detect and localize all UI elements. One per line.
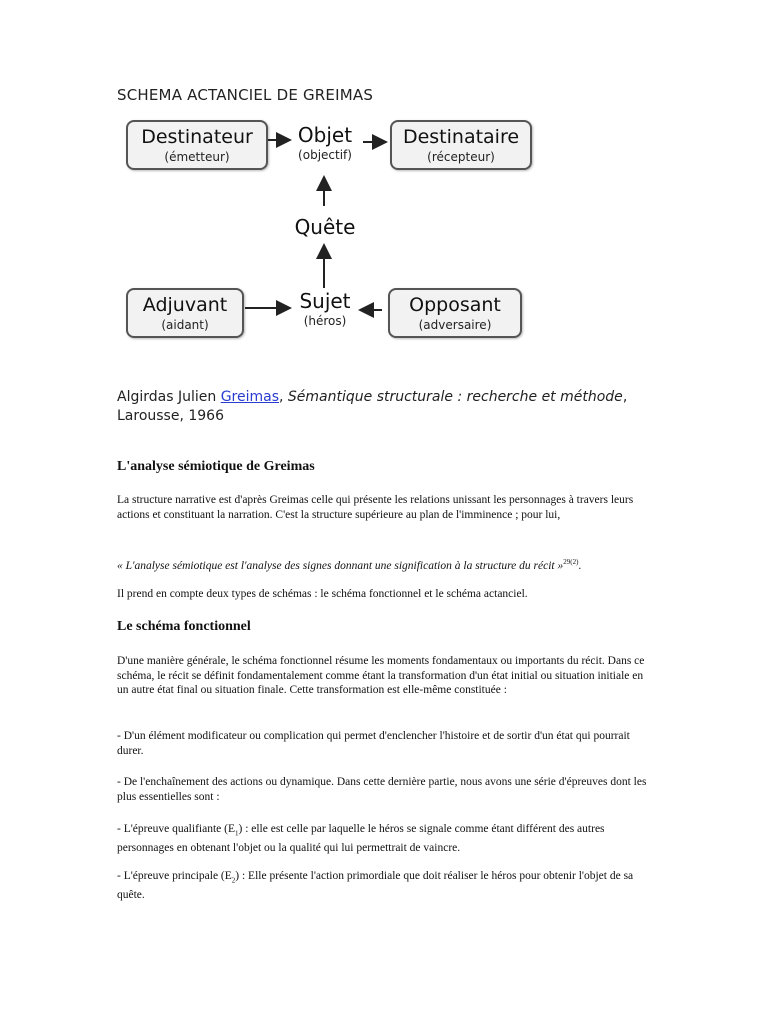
- sujet-sub: (héros): [303, 314, 347, 328]
- quote-footnote: 29(2): [563, 558, 579, 566]
- epreuve-principale-a: - L'épreuve principale (E: [117, 870, 232, 882]
- page-title: SCHEMA ACTANCIEL DE GREIMAS: [117, 86, 374, 104]
- quote-text: « L'analyse sémiotique est l'analyse des signes donnant une signification à la structure du récit »: [117, 559, 564, 572]
- paragraph-two-schemas: Il prend en compte deux types de schémas : le schéma fonctionnel et le schéma actanciel.: [117, 588, 528, 600]
- epreuve-principale-b: ) : Elle présente l'action primordiale que doit réaliser le héros pour obtenir l'objet de sa quête.: [117, 870, 634, 901]
- quote-paragraph: [117, 555, 652, 573]
- objet-label: Objet: [297, 123, 353, 147]
- citation-book: Sémantique structurale : recherche et méthode: [287, 389, 623, 405]
- list-item-epreuve-qualifiante: [117, 822, 652, 855]
- adjuvant-sub: (aidant): [161, 318, 209, 332]
- destinateur-sub: (émetteur): [164, 150, 230, 164]
- destinateur-label: Destinateur: [141, 126, 253, 148]
- epreuve-principale-sub: 2: [231, 876, 236, 885]
- adjuvant-label: Adjuvant: [142, 294, 228, 316]
- greimas-link[interactable]: Greimas: [220, 389, 279, 405]
- epreuve-qualifiante-sub: 1: [234, 829, 239, 838]
- list-item-epreuve-principale: [117, 869, 652, 902]
- citation: [117, 388, 637, 426]
- destinataire-label: Destinataire: [402, 126, 520, 148]
- paragraph-fonctionnel: D'une manière générale, le schéma fonctionnel résume les moments fondamentaux ou importants du récit. Dans ce schéma, le récit se définit fondamentalement comme étant la transformation d'un état initial ou situation initiale en un autre état final ou situation finale. Cette transformation est elle-même constituée :: [117, 655, 645, 696]
- list-item-dynamique: - De l'enchaînement des actions ou dynamique. Dans cette dernière partie, nous avons une série d'épreuves dont les plus essentielles sont :: [117, 776, 647, 803]
- citation-prefix: Algirdas Julien: [117, 389, 221, 405]
- list-item-modificateur: - D'un élément modificateur ou complication qui permet d'enclencher l'histoire et de sortir d'un état qui pourrait durer.: [117, 730, 630, 757]
- opposant-sub: (adversaire): [418, 318, 492, 332]
- quete-label: Quête: [294, 215, 356, 239]
- citation-rest: , Larousse, 1966: [117, 389, 628, 424]
- section-heading-analyse: L'analyse sémiotique de Greimas: [117, 459, 315, 474]
- opposant-label: Opposant: [409, 294, 501, 316]
- destinataire-sub: (récepteur): [427, 150, 495, 164]
- quote-end: .: [578, 559, 582, 572]
- citation-comma: ,: [279, 389, 288, 405]
- epreuve-qualifiante-a: - L'épreuve qualifiante (E: [117, 823, 235, 835]
- paragraph-structure: La structure narrative est d'après Greimas celle qui présente les relations unissant les personnages à travers leurs actions et constituant la narration. C'est la structure supérieure au plan de l'imminence ; pour lui,: [117, 494, 634, 521]
- sujet-label: Sujet: [299, 289, 351, 313]
- epreuve-qualifiante-b: ) : elle est celle par laquelle le héros se signale comme étant différent des autres personnages en obtenant l'objet ou la qualité qui lui permettrait de vaincre.: [117, 823, 605, 854]
- section-heading-fonctionnel: Le schéma fonctionnel: [117, 619, 251, 634]
- actantial-diagram: [120, 110, 520, 350]
- objet-sub: (objectif): [298, 148, 352, 162]
- diagram-arrows: [120, 110, 520, 350]
